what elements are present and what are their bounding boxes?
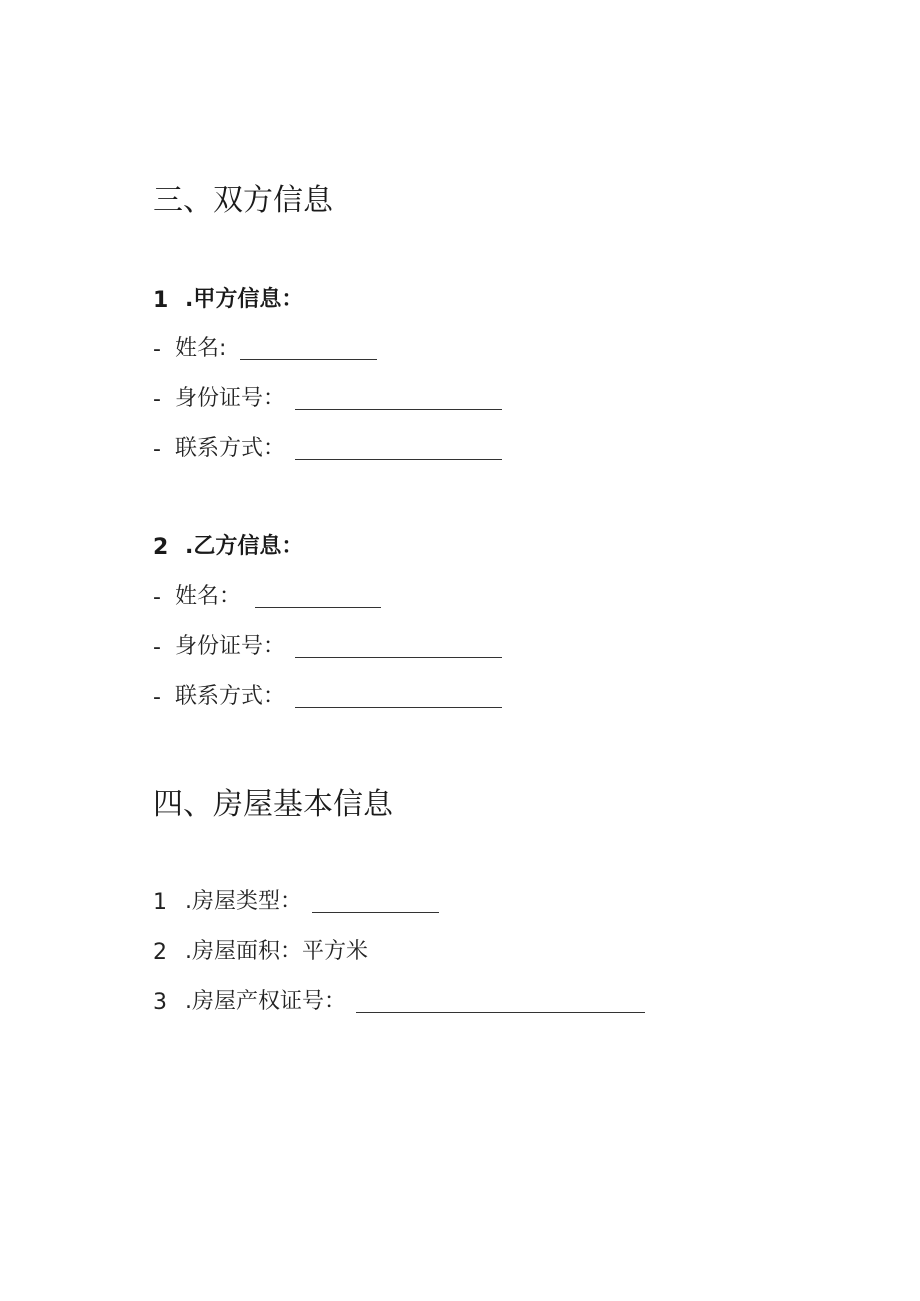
party-b-id-blank[interactable] — [295, 656, 502, 658]
section-title: 四、房屋基本信息 — [153, 787, 393, 822]
field-label: 身份证号： — [175, 634, 286, 659]
party-a-id-blank[interactable] — [295, 408, 502, 410]
field-label: .房屋面积：平方米 — [185, 939, 368, 964]
field-label: 联系方式： — [175, 684, 286, 709]
party-b-contact-row — [153, 679, 502, 710]
section-heading-house — [153, 779, 393, 823]
item-number: 1 — [153, 288, 169, 313]
bullet-dash: - — [153, 635, 161, 660]
party-b-heading — [153, 529, 303, 560]
party-b-id-row — [153, 629, 502, 660]
item-number: 2 — [153, 940, 167, 965]
bullet-dash: - — [153, 685, 161, 710]
house-type-row — [153, 884, 439, 915]
party-b-name-blank[interactable] — [255, 606, 381, 608]
party-a-contact-blank[interactable] — [295, 458, 502, 460]
item-number: 1 — [153, 890, 167, 915]
item-title: .乙方信息： — [185, 534, 304, 559]
field-label: 身份证号： — [175, 386, 286, 411]
party-a-contact-row — [153, 431, 502, 462]
bullet-dash: - — [153, 387, 161, 412]
house-type-blank[interactable] — [312, 911, 439, 913]
party-a-name-blank[interactable] — [240, 358, 377, 360]
item-number: 2 — [153, 535, 169, 560]
bullet-dash: - — [153, 585, 161, 610]
house-cert-row — [153, 984, 645, 1015]
item-number: 3 — [153, 990, 167, 1015]
section-title: 三、双方信息 — [153, 183, 333, 218]
party-b-contact-blank[interactable] — [295, 706, 502, 708]
item-title: .甲方信息： — [185, 287, 304, 312]
party-a-heading — [153, 282, 303, 313]
field-label: 姓名: — [175, 336, 227, 361]
party-b-name-row — [153, 579, 381, 610]
house-cert-blank[interactable] — [356, 1011, 645, 1013]
field-label: 联系方式： — [175, 436, 286, 461]
bullet-dash: - — [153, 437, 161, 462]
party-a-id-row — [153, 381, 502, 412]
section-heading-parties — [153, 175, 333, 219]
party-a-name-row — [153, 331, 377, 362]
field-label: 姓名： — [175, 584, 242, 609]
bullet-dash: - — [153, 337, 161, 362]
field-label: .房屋类型： — [185, 889, 302, 914]
house-area-row — [153, 934, 368, 965]
field-label: .房屋产权证号： — [185, 989, 346, 1014]
